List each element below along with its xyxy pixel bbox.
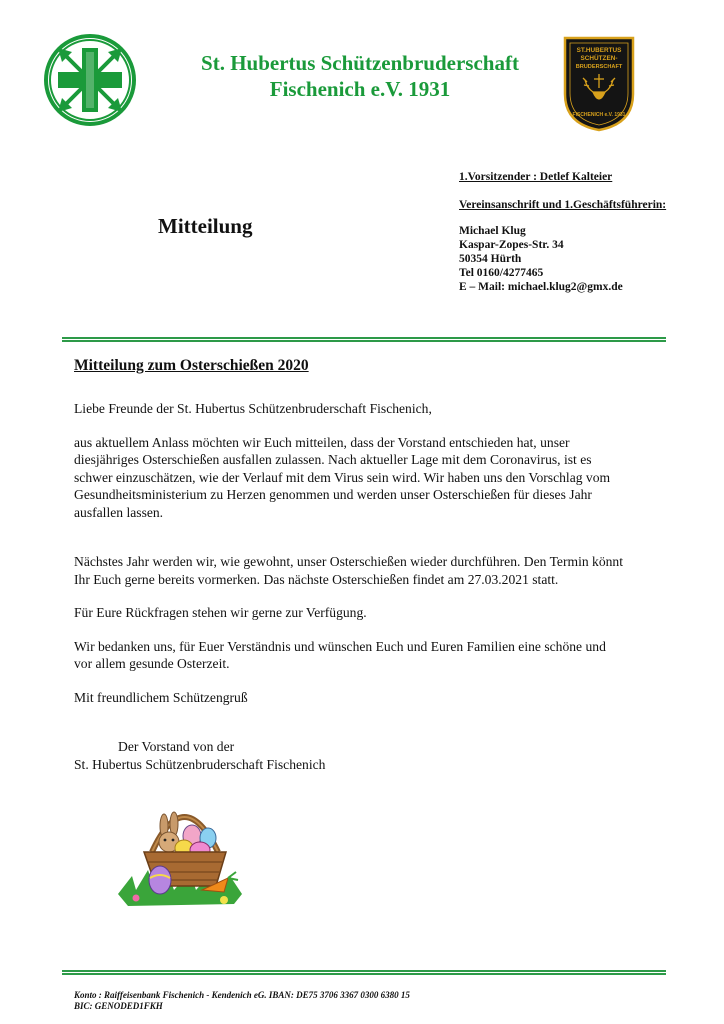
organization-title (140, 50, 580, 102)
letter-paragraph-3: Für Eure Rückfragen stehen wir gerne zur Verfügung. (74, 605, 367, 620)
footer-bic-line: BIC: GENODED1FKH (74, 1001, 163, 1011)
contact-phone: Tel 0160/4277465 (459, 267, 544, 279)
club-badge-logo (563, 36, 635, 132)
letter-paragraph-2 (74, 553, 674, 588)
paragraph-line: Ihr Euch gerne bereits vormerken. Das nächste Osterschießen findet am 27.03.2021 statt. (74, 571, 559, 587)
paragraph-line: Nächstes Jahr werden wir, wie gewohnt, unser Osterschießen wieder durchführen. Den Termin könnt (74, 554, 624, 569)
signature-line-1: Der Vorstand von der (118, 739, 235, 754)
badge-line3: BRUDERSCHAFT (575, 64, 623, 70)
badge-line1: ST.HUBERTUS (576, 47, 622, 54)
bank-footer (74, 990, 410, 1012)
letter-paragraph-1 (74, 434, 674, 522)
footer-divider (62, 970, 666, 975)
contact-city: 50354 Hürth (459, 253, 522, 265)
header-divider (62, 337, 666, 342)
org-title-line1: St. Hubertus Schützenbruderschaft (201, 51, 519, 75)
paragraph-line: schwer einzuschätzen, wie der Verlauf mit dem Virus sein wird. Wir haben uns den Vorschlag vom (74, 469, 611, 485)
paragraph-line: Gesundheitsministerium zu Herzen genommen und werden unser Osterschießen für dieses Jahr (74, 487, 592, 502)
org-title-line2: Fischenich e.V. 1931 (269, 77, 451, 101)
signature-line-2: St. Hubertus Schützenbruderschaft Fischenich (74, 756, 326, 772)
address-heading: Vereinsanschrift und 1.Geschäftsführerin: (459, 199, 667, 211)
letter-subject: Mitteilung zum Osterschießen 2020 (74, 357, 309, 374)
letter-greeting: Liebe Freunde der St. Hubertus Schützenbruderschaft Fischenich, (74, 401, 432, 416)
club-emblem-logo (44, 34, 136, 126)
paragraph-line: aus aktuellem Anlass möchten wir Euch mitteilen, dass der Vorstand entschieden hat, unser (74, 434, 570, 450)
document-heading: Mitteilung (158, 214, 253, 238)
letter-paragraph-4 (74, 638, 674, 673)
footer-bank-line: Konto : Raiffeisenbank Fischenich - Kendenich eG. IBAN: DE75 3706 3367 0300 6380 15 (74, 990, 410, 1000)
contact-email[interactable]: E – Mail: michael.klug2@gmx.de (459, 281, 623, 293)
paragraph-line: Wir bedanken uns, für Euer Verständnis und wünschen Euch und Euren Familien eine schöne und (74, 638, 606, 654)
easter-basket-image (114, 790, 248, 920)
contact-street: Kaspar-Zopes-Str. 34 (459, 239, 564, 251)
paragraph-line: diesjähriges Osterschießen ausfallen zulassen. Nach aktueller Lage mit dem Coronavirus, ist es (74, 452, 592, 467)
contact-name: Michael Klug (459, 225, 526, 237)
contact-block (459, 170, 666, 294)
letter-body (74, 400, 674, 773)
badge-bottom-text: FISCHENICH e.V. 1931 (572, 112, 626, 118)
paragraph-line: vor allem gesunde Osterzeit. (74, 656, 230, 671)
chairman-line: 1.Vorsitzender : Detlef Kalteier (459, 171, 613, 183)
letter-closing: Mit freundlichem Schützengruß (74, 689, 248, 705)
paragraph-line: ausfallen lassen. (74, 504, 164, 520)
badge-line2: SCHÜTZEN- (580, 55, 618, 62)
